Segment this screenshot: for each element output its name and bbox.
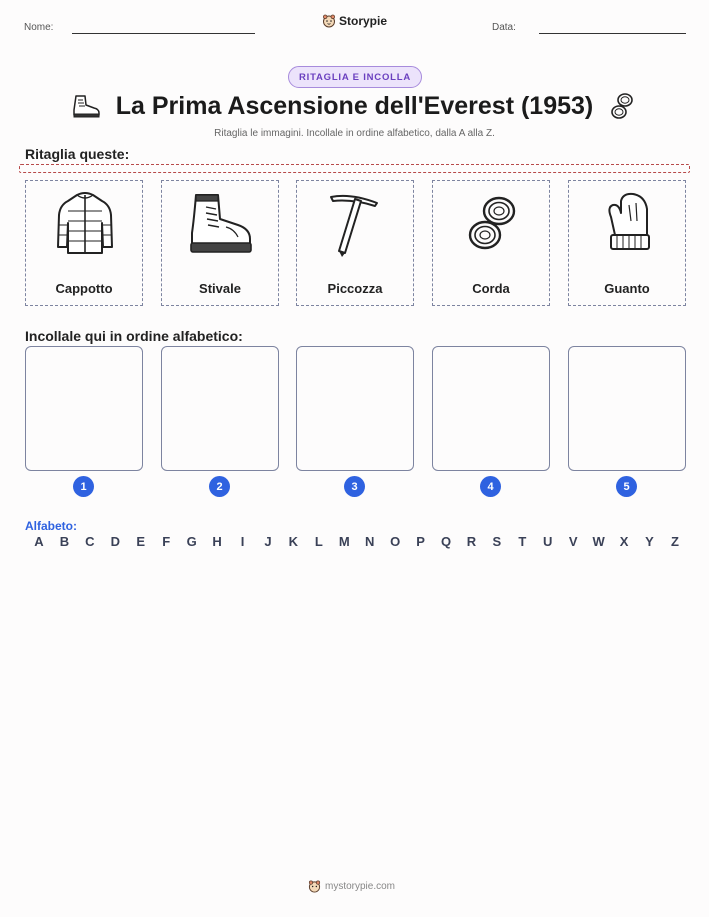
cut-card-label: Stivale	[199, 281, 241, 296]
cut-card-label: Cappotto	[55, 281, 113, 296]
alphabet-letter: K	[288, 534, 299, 549]
slot-number-3: 3	[344, 476, 365, 497]
storypie-mascot-icon	[322, 14, 336, 28]
storypie-mascot-icon	[308, 880, 321, 893]
date-line	[539, 33, 686, 34]
name-label: Nome:	[24, 22, 54, 33]
rope-icon	[457, 189, 527, 259]
paste-slot-2[interactable]	[161, 346, 279, 471]
cut-card-stivale[interactable]	[161, 180, 279, 306]
instructions: Ritaglia le immagini. Incollale in ordine alfabetico, dalla A alla Z.	[214, 128, 495, 139]
mitten-icon	[593, 189, 663, 259]
alphabet-letter: A	[34, 534, 44, 549]
alphabet-letter: Q	[440, 534, 452, 549]
alphabet-letter: G	[186, 534, 197, 549]
cut-line	[19, 164, 690, 173]
cut-card-label: Corda	[472, 281, 510, 296]
boot-icon	[186, 189, 256, 259]
paste-slot-5[interactable]	[568, 346, 686, 471]
alphabet-letter: W	[592, 534, 605, 549]
brand-logo	[322, 14, 387, 28]
cut-section-label: Ritaglia queste:	[25, 146, 130, 162]
alphabet-row	[32, 534, 682, 549]
footer-url: mystorypie.com	[325, 881, 396, 892]
cut-card-corda[interactable]	[432, 180, 550, 306]
alphabet-letter: E	[136, 534, 146, 549]
ice-axe-icon	[321, 189, 391, 259]
alphabet-letter: F	[162, 534, 171, 549]
alphabet-letter: T	[518, 534, 527, 549]
alphabet-label: Alfabeto:	[25, 519, 77, 533]
rope-icon	[608, 91, 636, 123]
date-label: Data:	[492, 22, 516, 33]
brand-name: Storypie	[339, 14, 388, 28]
alphabet-letter: X	[619, 534, 629, 549]
alphabet-letter: S	[492, 534, 502, 549]
paste-slot-4[interactable]	[432, 346, 550, 471]
cut-card-cappotto[interactable]	[25, 180, 143, 306]
alphabet-letter: B	[59, 534, 70, 549]
alphabet-letter: L	[314, 534, 323, 549]
page-title: La Prima Ascensione dell'Everest (1953)	[115, 92, 594, 120]
cut-card-guanto[interactable]	[568, 180, 686, 306]
alphabet-letter: H	[212, 534, 222, 549]
slot-number-2: 2	[209, 476, 230, 497]
jacket-icon	[50, 189, 120, 259]
activity-badge: RITAGLIA E INCOLLA	[288, 66, 422, 88]
cut-card-label: Guanto	[604, 281, 650, 296]
alphabet-letter: Y	[645, 534, 654, 549]
alphabet-letter: J	[264, 534, 272, 549]
alphabet-letter: P	[416, 534, 425, 549]
alphabet-letter: V	[568, 534, 578, 549]
slot-number-4: 4	[480, 476, 501, 497]
alphabet-letter: D	[110, 534, 120, 549]
footer	[308, 880, 395, 893]
slot-number-1: 1	[73, 476, 94, 497]
alphabet-letter: N	[364, 534, 375, 549]
name-line	[72, 33, 255, 34]
alphabet-letter: O	[390, 534, 401, 549]
alphabet-letter: Z	[670, 534, 679, 549]
paste-slot-1[interactable]	[25, 346, 143, 471]
worksheet-header	[0, 14, 709, 42]
cut-card-label: Piccozza	[327, 281, 383, 296]
alphabet-letter: M	[338, 534, 350, 549]
alphabet-letter: R	[466, 534, 477, 549]
alphabet-letter: C	[85, 534, 95, 549]
paste-section-label: Incollale qui in ordine alfabetico:	[25, 328, 243, 344]
alphabet-letter: I	[240, 534, 245, 549]
alphabet-letter: U	[543, 534, 553, 549]
paste-slot-3[interactable]	[296, 346, 414, 471]
cut-card-piccozza[interactable]	[296, 180, 414, 306]
slot-number-5: 5	[616, 476, 637, 497]
